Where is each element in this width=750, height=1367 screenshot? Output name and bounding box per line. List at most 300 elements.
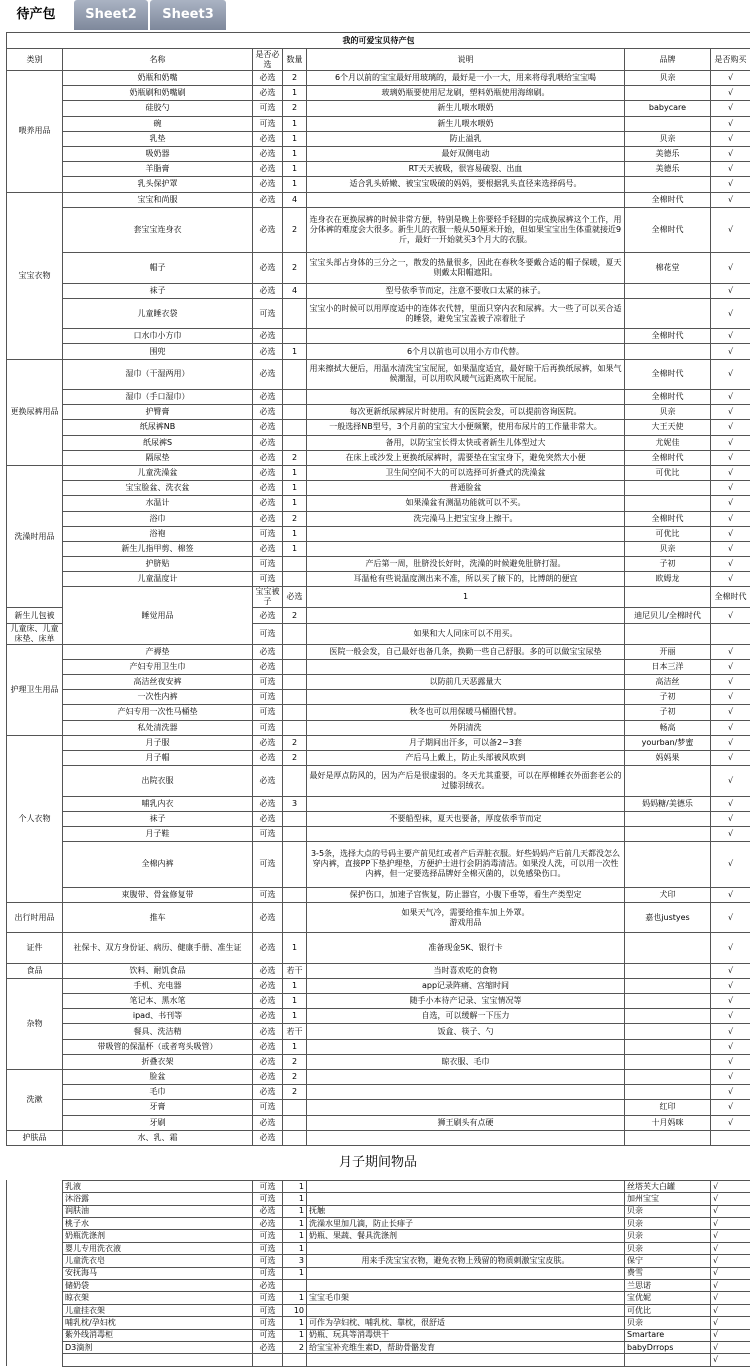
- brand-cell[interactable]: [625, 298, 711, 328]
- purchased-check-cell[interactable]: √: [711, 465, 750, 480]
- required-cell[interactable]: 可选: [253, 842, 283, 888]
- quantity-cell[interactable]: [283, 390, 307, 405]
- quantity-cell[interactable]: 4: [283, 192, 307, 207]
- description-cell[interactable]: 产后第一周，肚脐没长好时，洗澡的时候避免肚脐打湿。: [307, 557, 625, 572]
- description-cell[interactable]: [307, 192, 625, 207]
- item-name-cell[interactable]: 牙膏: [63, 1100, 253, 1115]
- description-cell[interactable]: [307, 1180, 625, 1192]
- item-name-cell[interactable]: 推车: [63, 902, 253, 932]
- purchased-check-cell[interactable]: √: [711, 329, 750, 344]
- blank-cell[interactable]: [7, 1280, 63, 1292]
- item-name-cell[interactable]: 袜子: [63, 283, 253, 298]
- required-cell[interactable]: 必选: [253, 1009, 283, 1024]
- required-cell[interactable]: 必选: [253, 1069, 283, 1084]
- required-cell[interactable]: 可选: [253, 1267, 283, 1279]
- description-cell[interactable]: [625, 587, 711, 608]
- brand-cell[interactable]: 子初: [625, 690, 711, 705]
- brand-cell[interactable]: 全棉时代: [625, 329, 711, 344]
- brand-cell[interactable]: 嘉也justyes: [625, 902, 711, 932]
- category-cell[interactable]: 证件: [7, 933, 63, 963]
- quantity-cell[interactable]: 1: [283, 1292, 307, 1304]
- required-cell[interactable]: 必选: [253, 481, 283, 496]
- description-cell[interactable]: 可作为孕妇枕、哺乳枕、靠枕，很舒适: [307, 1317, 625, 1329]
- purchased-check-cell[interactable]: √: [711, 750, 750, 765]
- purchased-check-cell[interactable]: √: [711, 162, 750, 177]
- category-cell[interactable]: 护理卫生用品: [7, 644, 63, 735]
- brand-cell[interactable]: 犬印: [625, 887, 711, 902]
- description-cell[interactable]: 防止溢乳: [307, 131, 625, 146]
- brand-cell[interactable]: [625, 1354, 711, 1366]
- description-cell[interactable]: 耳温枪有些说温度测出来不准，所以买了腋下的，比博朗的便宜: [307, 572, 625, 587]
- category-cell[interactable]: 更换尿裤用品: [7, 359, 63, 465]
- purchased-check-cell[interactable]: √: [711, 344, 750, 359]
- required-cell[interactable]: 可选: [253, 720, 283, 735]
- required-cell[interactable]: 可选: [253, 1329, 283, 1341]
- required-cell[interactable]: 必选: [253, 283, 283, 298]
- description-cell[interactable]: RT天天被吸，很容易破裂、出血: [307, 162, 625, 177]
- purchased-check-cell[interactable]: √: [711, 1115, 750, 1130]
- brand-cell[interactable]: [625, 1085, 711, 1100]
- item-name-cell[interactable]: 新生儿指甲剪、棉签: [63, 541, 253, 556]
- blank-cell[interactable]: [7, 1255, 63, 1267]
- purchased-check-cell[interactable]: √: [711, 1039, 750, 1054]
- required-cell[interactable]: 必选: [253, 344, 283, 359]
- item-name-cell[interactable]: 桃子水: [63, 1218, 253, 1230]
- description-cell[interactable]: 宝宝头部占身体的三分之一，散发的热量很多，因此在春秋冬要戴合适的帽子保暖，夏天则戴太阳帽遮阳。: [307, 253, 625, 283]
- blank-cell[interactable]: [7, 1317, 63, 1329]
- required-cell[interactable]: 可选: [253, 1100, 283, 1115]
- quantity-cell[interactable]: [283, 720, 307, 735]
- brand-cell[interactable]: 全棉时代: [625, 511, 711, 526]
- required-cell[interactable]: 必选: [253, 253, 283, 283]
- description-cell[interactable]: 狮王刷头有点硬: [307, 1115, 625, 1130]
- item-name-cell[interactable]: 产妇专用卫生巾: [63, 659, 253, 674]
- required-cell[interactable]: 可选: [253, 1193, 283, 1205]
- item-name-cell[interactable]: 牙刷: [63, 1115, 253, 1130]
- required-cell[interactable]: 必选: [253, 659, 283, 674]
- purchased-check-cell[interactable]: √: [711, 811, 750, 826]
- brand-cell[interactable]: 全棉时代: [625, 359, 711, 389]
- item-name-cell[interactable]: 帽子: [63, 253, 253, 283]
- purchased-check-cell[interactable]: √: [711, 1054, 750, 1069]
- purchased-check-cell[interactable]: √: [711, 1009, 750, 1024]
- brand-cell[interactable]: [625, 978, 711, 993]
- required-cell[interactable]: 必选: [253, 329, 283, 344]
- description-cell[interactable]: 新生儿喂水喂奶: [307, 101, 625, 116]
- required-cell[interactable]: 必选: [253, 644, 283, 659]
- quantity-cell[interactable]: 1: [283, 1193, 307, 1205]
- purchased-check-cell[interactable]: √: [711, 1069, 750, 1084]
- quantity-cell[interactable]: 2: [283, 71, 307, 86]
- quantity-cell[interactable]: 1: [283, 1180, 307, 1192]
- quantity-cell[interactable]: 2: [283, 1054, 307, 1069]
- blank-cell[interactable]: [7, 1292, 63, 1304]
- brand-cell[interactable]: [625, 283, 711, 298]
- purchased-check-cell[interactable]: √: [711, 887, 750, 902]
- description-cell[interactable]: [307, 659, 625, 674]
- purchased-check-cell[interactable]: [711, 623, 750, 644]
- purchased-check-cell[interactable]: √: [711, 644, 750, 659]
- item-name-cell[interactable]: 浴袍: [63, 526, 253, 541]
- item-name-cell[interactable]: 社保卡、双方身份证、病历、健康手册、准生证: [63, 933, 253, 963]
- required-cell[interactable]: 可选: [253, 826, 283, 841]
- required-cell[interactable]: 可选: [253, 526, 283, 541]
- description-cell[interactable]: 秋冬也可以用保暖马桶圈代替。: [307, 705, 625, 720]
- required-cell[interactable]: 可选: [253, 1255, 283, 1267]
- quantity-cell[interactable]: [283, 359, 307, 389]
- purchased-check-cell[interactable]: √: [711, 978, 750, 993]
- quantity-cell[interactable]: 1: [283, 1317, 307, 1329]
- description-cell[interactable]: 6个月以前的宝宝最好用玻璃的，最好是一小一大，用来将母乳喂给宝宝喝: [307, 71, 625, 86]
- quantity-cell[interactable]: 2: [283, 1341, 307, 1353]
- required-cell[interactable]: 必选: [253, 420, 283, 435]
- description-cell[interactable]: 连身衣在更换尿裤的时候非常方便，特别是晚上你要轻手轻脚的完成换尿裤这个工作，用分体裤的难度会大很多。新生儿的衣服一般从50厘米开始，但如果宝宝出生体重就接近9斤，最好一开始就买3个月大的衣服。: [307, 207, 625, 253]
- required-cell[interactable]: 可选: [253, 1230, 283, 1242]
- description-cell[interactable]: 玻璃奶瓶要使用尼龙刷，塑料奶瓶使用海绵刷。: [307, 86, 625, 101]
- purchased-check-cell[interactable]: √: [711, 146, 750, 161]
- purchased-check-cell[interactable]: √: [711, 1267, 750, 1279]
- brand-cell[interactable]: [625, 1069, 711, 1084]
- quantity-cell[interactable]: [283, 435, 307, 450]
- description-cell[interactable]: 用来手洗宝宝衣物，避免衣物上残留的物质刺激宝宝皮肤。: [307, 1255, 625, 1267]
- description-cell[interactable]: 3-5条，选择大点的号码主要产前见红或者产后弄脏衣服。好些妈妈产后前几天都没怎么穿内裤，直接PP下垫护理垫，方便护士进行会阴消毒清洁。如果没人洗，可以用一次性内裤，但一定要选择品牌好全棉灭菌的，以免感染伤口。: [307, 842, 625, 888]
- quantity-cell[interactable]: [283, 405, 307, 420]
- item-name-cell[interactable]: 围兜: [63, 344, 253, 359]
- item-name-cell[interactable]: 儿童洗衣皂: [63, 1255, 253, 1267]
- brand-cell[interactable]: 迪尼贝儿/全棉时代: [625, 608, 711, 623]
- brand-cell[interactable]: 贝亲: [625, 405, 711, 420]
- purchased-check-cell[interactable]: √: [711, 511, 750, 526]
- purchased-check-cell[interactable]: √: [711, 933, 750, 963]
- description-cell[interactable]: [307, 1304, 625, 1316]
- description-cell[interactable]: [307, 1039, 625, 1054]
- quantity-cell[interactable]: 1: [283, 465, 307, 480]
- description-cell[interactable]: [307, 1193, 625, 1205]
- description-cell[interactable]: 最好双侧电动: [307, 146, 625, 161]
- description-cell[interactable]: [307, 796, 625, 811]
- quantity-cell[interactable]: [283, 1100, 307, 1115]
- brand-cell[interactable]: 可优比: [625, 465, 711, 480]
- brand-cell[interactable]: [625, 496, 711, 511]
- purchased-check-cell[interactable]: √: [711, 1218, 750, 1230]
- description-cell[interactable]: 随手小本待产记录、宝宝情况等: [307, 994, 625, 1009]
- required-cell[interactable]: 必选: [253, 933, 283, 963]
- tab-sheet3[interactable]: Sheet3: [150, 0, 226, 30]
- purchased-check-cell[interactable]: √: [711, 71, 750, 86]
- purchased-check-cell[interactable]: √: [711, 994, 750, 1009]
- purchased-check-cell[interactable]: √: [711, 1242, 750, 1254]
- blank-cell[interactable]: [7, 1329, 63, 1341]
- purchased-check-cell[interactable]: √: [711, 526, 750, 541]
- required-cell[interactable]: 必选: [253, 131, 283, 146]
- blank-cell[interactable]: [7, 1242, 63, 1254]
- brand-cell[interactable]: 全棉时代: [711, 587, 750, 608]
- purchased-check-cell[interactable]: √: [711, 1354, 750, 1366]
- description-cell[interactable]: [307, 1130, 625, 1145]
- required-cell[interactable]: 必选: [253, 766, 283, 796]
- required-cell[interactable]: 必选: [253, 1085, 283, 1100]
- purchased-check-cell[interactable]: √: [711, 963, 750, 978]
- required-cell[interactable]: 可选: [253, 116, 283, 131]
- required-cell[interactable]: 必选: [253, 796, 283, 811]
- required-cell[interactable]: 必选: [253, 1115, 283, 1130]
- quantity-cell[interactable]: [283, 811, 307, 826]
- description-cell[interactable]: [307, 1280, 625, 1292]
- description-cell[interactable]: 在床上或沙发上更换纸尿裤时，需要垫在宝宝身下，避免突然大小便: [307, 450, 625, 465]
- required-cell[interactable]: 必选: [253, 162, 283, 177]
- purchased-check-cell[interactable]: √: [711, 675, 750, 690]
- purchased-check-cell[interactable]: √: [711, 450, 750, 465]
- required-cell[interactable]: 必选: [253, 811, 283, 826]
- quantity-cell[interactable]: 1: [283, 1205, 307, 1217]
- category-cell[interactable]: 睡觉用品: [63, 587, 253, 644]
- quantity-cell[interactable]: [283, 1115, 307, 1130]
- purchased-check-cell[interactable]: √: [711, 1024, 750, 1039]
- brand-cell[interactable]: babycare: [625, 101, 711, 116]
- item-name-cell[interactable]: 束腹带、骨盆修复带: [63, 887, 253, 902]
- item-name-cell[interactable]: 私处清洗器: [63, 720, 253, 735]
- description-cell[interactable]: 洗完澡马上把宝宝身上擦干。: [307, 511, 625, 526]
- purchased-check-cell[interactable]: √: [711, 541, 750, 556]
- required-cell[interactable]: 必选: [253, 86, 283, 101]
- purchased-check-cell[interactable]: √: [711, 1341, 750, 1353]
- description-cell[interactable]: [307, 1085, 625, 1100]
- brand-cell[interactable]: 尤妮佳: [625, 435, 711, 450]
- brand-cell[interactable]: [625, 344, 711, 359]
- tab-sheet2[interactable]: Sheet2: [74, 0, 148, 30]
- purchased-check-cell[interactable]: √: [711, 253, 750, 283]
- item-name-cell[interactable]: 浴巾: [63, 511, 253, 526]
- item-name-cell[interactable]: 安抚海马: [63, 1267, 253, 1279]
- brand-cell[interactable]: 全棉时代: [625, 192, 711, 207]
- brand-cell[interactable]: 欧姆龙: [625, 572, 711, 587]
- item-name-cell[interactable]: 婴儿专用洗衣液: [63, 1242, 253, 1254]
- quantity-cell[interactable]: 10: [283, 1304, 307, 1316]
- item-name-cell[interactable]: 脸盆: [63, 1069, 253, 1084]
- required-cell[interactable]: 必选: [253, 1054, 283, 1069]
- required-cell[interactable]: 必选: [253, 750, 283, 765]
- quantity-cell[interactable]: 2: [283, 511, 307, 526]
- required-cell[interactable]: 必选: [253, 541, 283, 556]
- required-cell[interactable]: 必选: [253, 71, 283, 86]
- quantity-cell[interactable]: [283, 1130, 307, 1145]
- item-name-cell[interactable]: 月子鞋: [63, 826, 253, 841]
- description-cell[interactable]: 最好是厚点防风的，因为产后是很虚弱的。冬天尤其重要，可以在厚棉睡衣外面套老公的过膝羽绒衣。: [307, 766, 625, 796]
- brand-cell[interactable]: babyDrrops: [625, 1341, 711, 1353]
- description-cell[interactable]: 适合乳头娇嫩、被宝宝吸破的妈妈，要根据乳头直径来选择码号。: [307, 177, 625, 192]
- description-cell[interactable]: 6个月以前也可以用小方巾代替。: [307, 344, 625, 359]
- tab-dai-chan-bao[interactable]: 待产包: [0, 0, 72, 32]
- description-cell[interactable]: 饭盒、筷子、勺: [307, 1024, 625, 1039]
- purchased-check-cell[interactable]: √: [711, 1280, 750, 1292]
- required-cell[interactable]: 必选: [253, 359, 283, 389]
- brand-cell[interactable]: 大王天使: [625, 420, 711, 435]
- blank-cell[interactable]: [7, 1180, 63, 1192]
- item-name-cell[interactable]: 毛巾: [63, 1085, 253, 1100]
- required-cell[interactable]: 必选: [253, 735, 283, 750]
- purchased-check-cell[interactable]: √: [711, 298, 750, 328]
- description-cell[interactable]: [307, 1242, 625, 1254]
- required-cell[interactable]: 必选: [253, 994, 283, 1009]
- brand-cell[interactable]: 开丽: [625, 644, 711, 659]
- required-cell[interactable]: 必选: [253, 978, 283, 993]
- quantity-cell[interactable]: 1: [283, 1267, 307, 1279]
- purchased-check-cell[interactable]: √: [711, 1180, 750, 1192]
- item-name-cell[interactable]: 哺乳内衣: [63, 796, 253, 811]
- item-name-cell[interactable]: 乳头保护罩: [63, 177, 253, 192]
- required-cell[interactable]: 必选: [253, 207, 283, 253]
- brand-cell[interactable]: 妈妈果: [625, 750, 711, 765]
- purchased-check-cell[interactable]: √: [711, 481, 750, 496]
- purchased-check-cell[interactable]: √: [711, 116, 750, 131]
- category-cell[interactable]: 宝宝衣物: [7, 192, 63, 359]
- item-name-cell[interactable]: 儿童温度计: [63, 572, 253, 587]
- item-name-cell[interactable]: 奶瓶和奶嘴: [63, 71, 253, 86]
- description-cell[interactable]: 给宝宝补充维生素D，帮助骨骼发育: [307, 1341, 625, 1353]
- item-name-cell[interactable]: 饮料、耐饥食品: [63, 963, 253, 978]
- brand-cell[interactable]: [625, 1009, 711, 1024]
- description-cell[interactable]: 晾衣服、毛巾: [307, 1054, 625, 1069]
- description-cell[interactable]: 洗澡水里加几滴，防止长痱子: [307, 1218, 625, 1230]
- quantity-cell[interactable]: 若干: [283, 963, 307, 978]
- description-cell[interactable]: 奶瓶、果蔬、餐具洗涤剂: [307, 1230, 625, 1242]
- description-cell[interactable]: 保护伤口，加速子宫恢复，防止器官，小腹下垂等，看生产类型定: [307, 887, 625, 902]
- quantity-cell[interactable]: [283, 644, 307, 659]
- description-cell[interactable]: 准备现金5K、银行卡: [307, 933, 625, 963]
- item-name-cell[interactable]: 晾衣架: [63, 1292, 253, 1304]
- description-cell[interactable]: 型号依季节而定，注意不要收口太紧的袜子。: [307, 283, 625, 298]
- purchased-check-cell[interactable]: √: [711, 405, 750, 420]
- item-name-cell[interactable]: 沐浴露: [63, 1193, 253, 1205]
- category-cell[interactable]: 出行时用品: [7, 902, 63, 932]
- required-cell[interactable]: 可选: [253, 887, 283, 902]
- required-cell[interactable]: 可选: [253, 557, 283, 572]
- quantity-cell[interactable]: [283, 420, 307, 435]
- required-cell[interactable]: 必选: [253, 390, 283, 405]
- required-cell[interactable]: 必选: [253, 1024, 283, 1039]
- brand-cell[interactable]: [625, 481, 711, 496]
- purchased-check-cell[interactable]: √: [711, 1085, 750, 1100]
- purchased-check-cell[interactable]: √: [711, 177, 750, 192]
- quantity-cell[interactable]: [283, 842, 307, 888]
- brand-cell[interactable]: 子初: [625, 705, 711, 720]
- required-cell[interactable]: 必选: [253, 405, 283, 420]
- purchased-check-cell[interactable]: √: [711, 720, 750, 735]
- brand-cell[interactable]: 全棉时代: [625, 390, 711, 405]
- required-cell[interactable]: [253, 1354, 283, 1366]
- required-cell[interactable]: 可选: [253, 623, 283, 644]
- blank-cell[interactable]: [7, 1267, 63, 1279]
- required-cell[interactable]: 必选: [253, 435, 283, 450]
- purchased-check-cell[interactable]: √: [711, 1100, 750, 1115]
- purchased-check-cell[interactable]: √: [711, 690, 750, 705]
- purchased-check-cell[interactable]: √: [711, 390, 750, 405]
- brand-cell[interactable]: 棉花堂: [625, 253, 711, 283]
- item-name-cell[interactable]: 润肤油: [63, 1205, 253, 1217]
- category-cell[interactable]: 喂养用品: [7, 71, 63, 193]
- purchased-check-cell[interactable]: √: [711, 796, 750, 811]
- purchased-check-cell[interactable]: √: [711, 705, 750, 720]
- purchased-check-cell[interactable]: √: [711, 1304, 750, 1316]
- item-name-cell[interactable]: 带吸管的保温杯（或者弯头吸管）: [63, 1039, 253, 1054]
- item-name-cell[interactable]: 出院衣服: [63, 766, 253, 796]
- required-cell[interactable]: 可选: [253, 1180, 283, 1192]
- quantity-cell[interactable]: 1: [283, 116, 307, 131]
- item-name-cell[interactable]: 硅胶勺: [63, 101, 253, 116]
- required-cell[interactable]: 必选: [283, 587, 307, 608]
- category-cell[interactable]: 食品: [7, 963, 63, 978]
- purchased-check-cell[interactable]: √: [711, 207, 750, 253]
- purchased-check-cell[interactable]: √: [711, 902, 750, 932]
- item-name-cell[interactable]: 乳液: [63, 1180, 253, 1192]
- item-name-cell[interactable]: 湿巾（干湿两用）: [63, 359, 253, 389]
- quantity-cell[interactable]: [283, 659, 307, 674]
- item-name-cell[interactable]: 儿童床、儿童床垫、床单: [7, 623, 63, 644]
- required-cell[interactable]: 可选: [253, 101, 283, 116]
- required-cell[interactable]: 必选: [253, 608, 283, 623]
- blank-cell[interactable]: [7, 1218, 63, 1230]
- quantity-cell[interactable]: 1: [283, 162, 307, 177]
- quantity-cell[interactable]: 1: [283, 933, 307, 963]
- brand-cell[interactable]: yourban/梦蜜: [625, 735, 711, 750]
- brand-cell[interactable]: 可优比: [625, 1304, 711, 1316]
- description-cell[interactable]: 不要船型袜，夏天也要备，厚度依季节而定: [307, 811, 625, 826]
- purchased-check-cell[interactable]: √: [711, 1205, 750, 1217]
- purchased-check-cell[interactable]: √: [711, 826, 750, 841]
- purchased-check-cell[interactable]: √: [711, 1317, 750, 1329]
- purchased-check-cell[interactable]: √: [711, 735, 750, 750]
- required-cell[interactable]: 可选: [253, 705, 283, 720]
- brand-cell[interactable]: [625, 1039, 711, 1054]
- required-cell[interactable]: 可选: [253, 1292, 283, 1304]
- purchased-check-cell[interactable]: √: [711, 1230, 750, 1242]
- required-cell[interactable]: 可选: [253, 572, 283, 587]
- description-cell[interactable]: 普通脸盆: [307, 481, 625, 496]
- quantity-cell[interactable]: 1: [283, 481, 307, 496]
- description-cell[interactable]: 月子期间出汗多，可以备2~3套: [307, 735, 625, 750]
- item-name-cell[interactable]: 吸奶器: [63, 146, 253, 161]
- description-cell[interactable]: [307, 1069, 625, 1084]
- purchased-check-cell[interactable]: √: [711, 572, 750, 587]
- quantity-cell[interactable]: 1: [283, 177, 307, 192]
- brand-cell[interactable]: 贝亲: [625, 71, 711, 86]
- quantity-cell[interactable]: 1: [307, 587, 625, 608]
- brand-cell[interactable]: 日本三洋: [625, 659, 711, 674]
- purchased-check-cell[interactable]: √: [711, 283, 750, 298]
- quantity-cell[interactable]: 2: [283, 207, 307, 253]
- quantity-cell[interactable]: 若干: [283, 1024, 307, 1039]
- purchased-check-cell[interactable]: √: [711, 1329, 750, 1341]
- brand-cell[interactable]: [625, 177, 711, 192]
- quantity-cell[interactable]: 1: [283, 1039, 307, 1054]
- quantity-cell[interactable]: 2: [283, 1085, 307, 1100]
- required-cell[interactable]: 必选: [253, 1130, 283, 1145]
- quantity-cell[interactable]: [283, 1354, 307, 1366]
- item-name-cell[interactable]: 护臀膏: [63, 405, 253, 420]
- item-name-cell[interactable]: 笔记本、黑水笔: [63, 994, 253, 1009]
- item-name-cell[interactable]: 奶瓶洗涤剂: [63, 1230, 253, 1242]
- quantity-cell[interactable]: 2: [283, 735, 307, 750]
- brand-cell[interactable]: 全棉时代: [625, 450, 711, 465]
- quantity-cell[interactable]: 1: [283, 86, 307, 101]
- required-cell[interactable]: 可选: [253, 690, 283, 705]
- item-name-cell[interactable]: [63, 1354, 253, 1366]
- description-cell[interactable]: [307, 526, 625, 541]
- item-name-cell[interactable]: 套宝宝连身衣: [63, 207, 253, 253]
- quantity-cell[interactable]: [283, 572, 307, 587]
- purchased-check-cell[interactable]: √: [711, 1193, 750, 1205]
- brand-cell[interactable]: 加州宝宝: [625, 1193, 711, 1205]
